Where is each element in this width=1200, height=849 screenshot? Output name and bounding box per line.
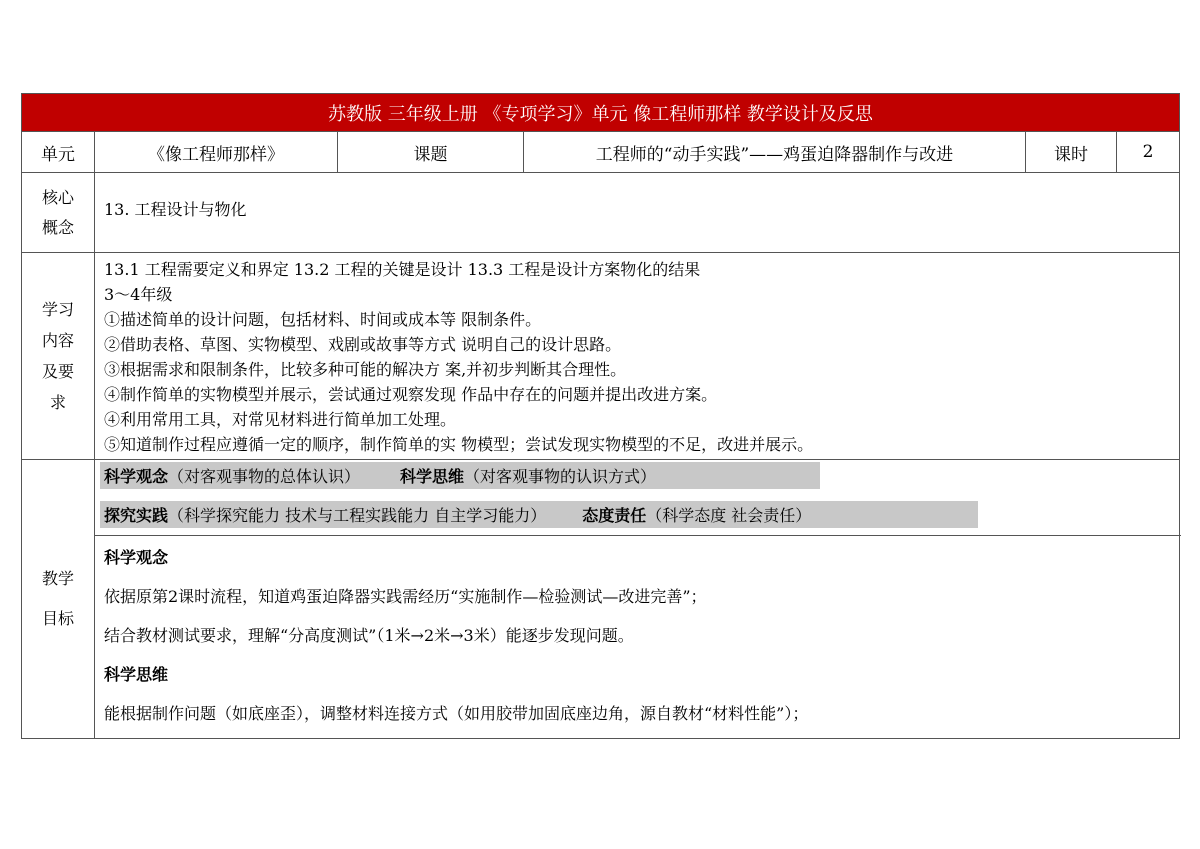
goal-section-title: 科学思维 [104, 665, 169, 684]
learning-content [94, 253, 1180, 460]
literacy-highlight-row-1: 科学观念（对客观事物的总体认识） 科学思维（对客观事物的认识方式） [100, 462, 820, 489]
core-concept-label: 核心 概念 [21, 173, 95, 253]
period-value: 2 [1116, 132, 1180, 173]
lesson-plan-table [21, 93, 1180, 739]
core-concept-value [94, 173, 1180, 253]
period-label: 课时 [1025, 132, 1117, 173]
literacy-highlight-row-2: 探究实践（科学探究能力 技术与工程实践能力 自主学习能力） 态度责任（科学态度 社会责任） [100, 501, 978, 528]
core-concept-text: 13. 工程设计与物化 [104, 200, 247, 219]
goals-content [94, 460, 1180, 739]
learning-line: ②借助表格、草图、实物模型、戏剧或故事等方式 说明自己的设计思路。 [104, 335, 622, 354]
goal-section-title: 科学观念 [104, 548, 169, 567]
unit-value: 《像工程师那样》 [94, 132, 338, 173]
unit-label: 单元 [21, 132, 95, 173]
learning-line: 3～4年级 [104, 285, 173, 304]
topic-value: 工程师的“动手实践”——鸡蛋迫降器制作与改进 [523, 132, 1026, 173]
topic-label: 课题 [337, 132, 524, 173]
goal-line: 依据原第2课时流程，知道鸡蛋迫降器实践需经历“实施制作—检验测试—改进完善”； [104, 587, 707, 606]
goal-line: 能根据制作问题（如底座歪），调整材料连接方式（如用胶带加固底座边角，源自教材“材料性能”）； [104, 704, 809, 723]
document-title: 苏教版 三年级上册 《专项学习》单元 像工程师那样 教学设计及反思 [21, 93, 1180, 132]
goal-line: 结合教材测试要求，理解“分高度测试”（1米→2米→3米）能逐步发现问题。 [104, 626, 634, 645]
learning-line: 13.1 工程需要定义和界定 13.2 工程的关键是设计 13.3 工程是设计方案物化的结果 [104, 260, 701, 279]
learning-label: 学习 内容 及要 求 [21, 253, 95, 460]
learning-line: ④利用常用工具，对常见材料进行简单加工处理。 [104, 410, 457, 429]
learning-line: ③根据需求和限制条件，比较多种可能的解决方 案,并初步判断其合理性。 [104, 360, 627, 379]
learning-line: ⑤知道制作过程应遵循一定的顺序，制作简单的实 物模型；尝试发现实物模型的不足，改进并展示。 [104, 435, 814, 454]
learning-line: ①描述简单的设计问题，包括材料、时间或成本等 限制条件。 [104, 310, 542, 329]
learning-line: ④制作简单的实物模型并展示，尝试通过观察发现 作品中存在的问题并提出改进方案。 [104, 385, 718, 404]
goals-label: 教学 目标 [21, 460, 95, 739]
